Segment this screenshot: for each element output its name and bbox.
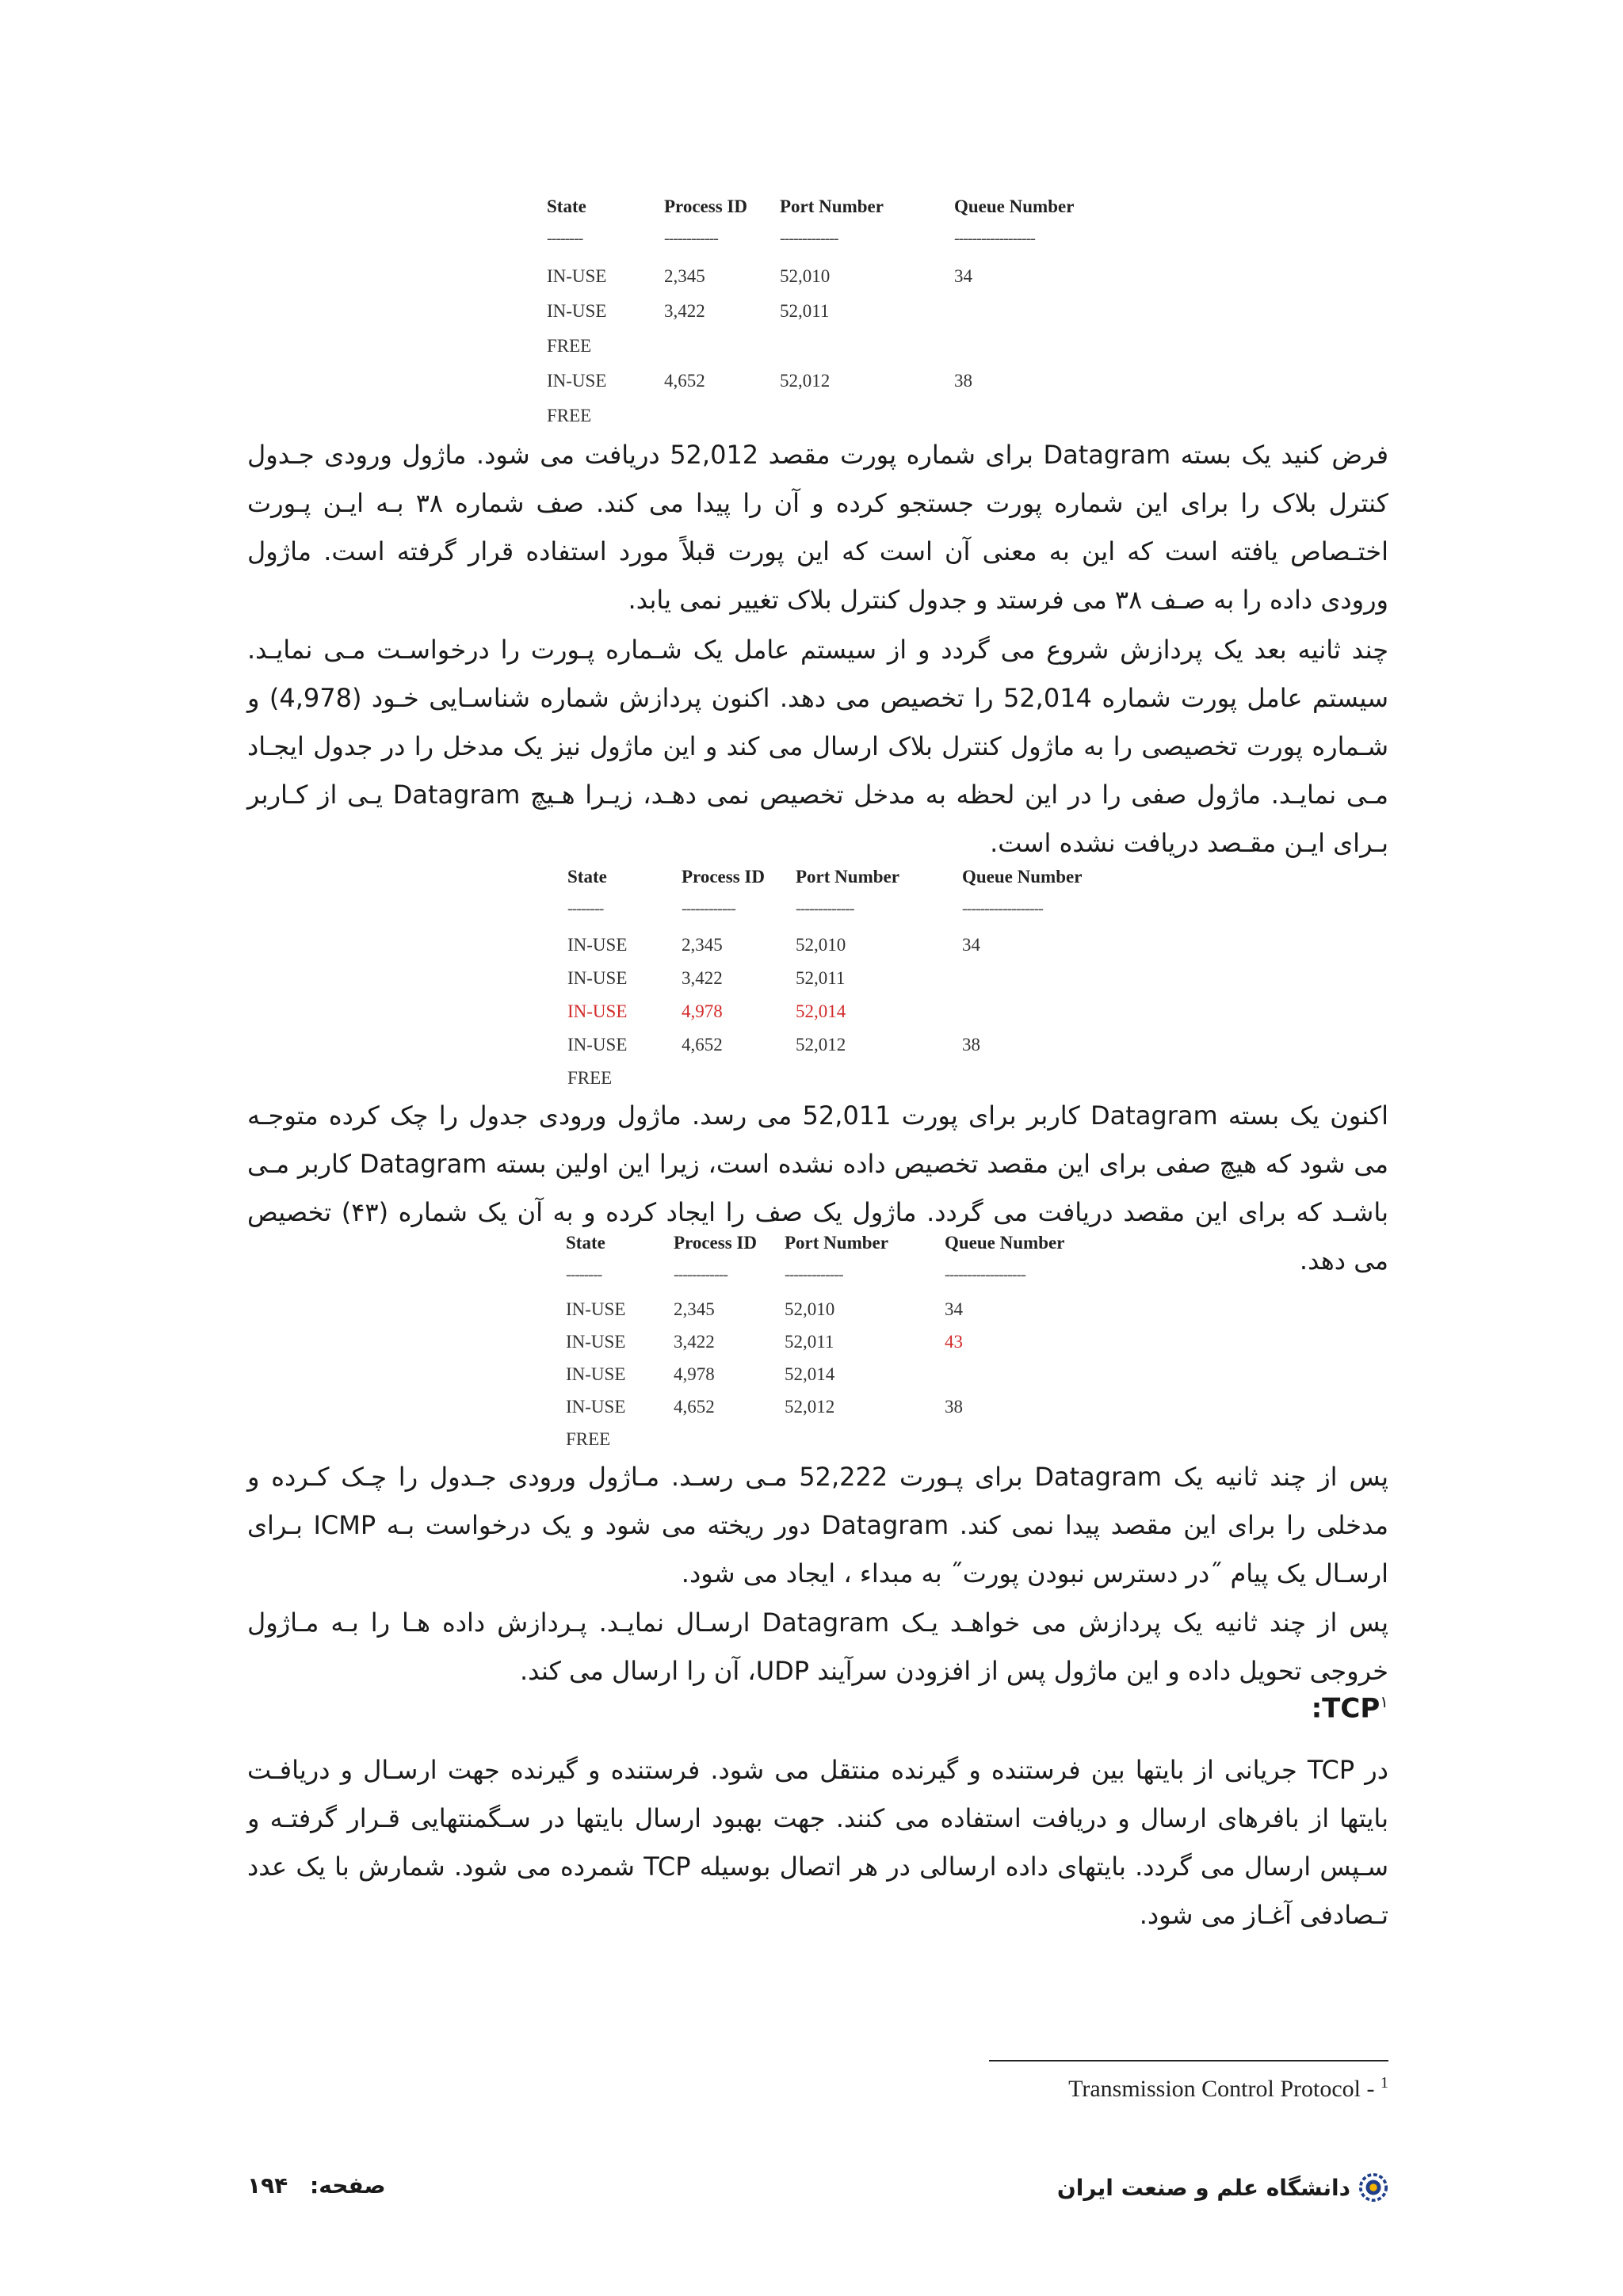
header-state: State xyxy=(547,196,586,216)
paragraph-text: فرض کنید یک بسته Datagram برای شماره پورت مقصد 52,012 دریافت می شود. ماژول ورودی جـدول کنترل بلاک را برای این شماره پورت جستجو کرده و آن را پیدا می کند. صف شماره ۳۸ بـه ایـن پـورت اختـصاص یافته است که این به معنی آن است که این پورت قبلاً مورد استفاده قرار گرفته است. ماژول ورودی داده را به صـف ۳۸ می فرستد و جدول کنترل بلاک تغییر نمی یابد. xyxy=(247,440,1389,615)
port-table-3 xyxy=(566,1233,1121,1463)
footer-university xyxy=(1057,2172,1388,2203)
cell-queue-number-highlighted: 43 xyxy=(945,1332,963,1352)
cell-process-id: 2,345 xyxy=(674,1299,715,1319)
cell-state: IN-USE xyxy=(547,266,607,286)
dash: ------------ xyxy=(682,900,735,917)
cell-state: IN-USE xyxy=(547,371,607,391)
cell-port-number: 52,012 xyxy=(796,1035,846,1055)
cell-queue-number: 38 xyxy=(945,1397,963,1417)
cell-port-number: 52,010 xyxy=(796,935,846,955)
cell-state: FREE xyxy=(547,336,592,356)
paragraph-2 xyxy=(247,626,1388,868)
port-table-2 xyxy=(567,867,1122,1097)
header-port-number: Port Number xyxy=(780,196,884,216)
cell-process-id: 2,345 xyxy=(664,266,705,286)
cell-state: IN-USE xyxy=(566,1364,626,1384)
cell-process-id: 3,422 xyxy=(674,1332,715,1352)
paragraph-5 xyxy=(247,1599,1388,1695)
port-table-1 xyxy=(547,196,1102,426)
header-state: State xyxy=(566,1233,605,1253)
cell-port-number: 52,012 xyxy=(785,1397,835,1417)
dash: ------------ xyxy=(664,230,718,247)
cell-state: IN-USE xyxy=(566,1299,626,1319)
dash: -------- xyxy=(566,1266,602,1283)
dash: -------- xyxy=(567,900,604,917)
cell-process-id: 4,652 xyxy=(674,1397,715,1417)
paragraph-text: پس از چند ثانیه یک Datagram برای پـورت 52,222 مـی رسـد. مـاژول ورودی جـدول را چـک کـرده و مدخلی را برای این مقصد پیدا نمی کند. Datagram دور ریخته می شود و یک درخواست بـه ICMP بـرای ارسـال یک پیام ˝در دسترس نبودن پورت˝ به مبداء ، ایجاد می شود. xyxy=(247,1462,1389,1589)
header-queue-number: Queue Number xyxy=(962,867,1083,887)
cell-queue-number: 38 xyxy=(954,371,972,391)
footnote-divider xyxy=(989,2060,1388,2061)
dash: ------------- xyxy=(780,230,838,247)
dash: ------------- xyxy=(796,900,854,917)
footnote-text: Transmission Control Protocol - xyxy=(1068,2076,1381,2102)
cell-process-id: 4,978 xyxy=(674,1364,715,1384)
dash: ------------ xyxy=(674,1266,727,1283)
dash: ------------------ xyxy=(945,1266,1025,1283)
header-state: State xyxy=(567,867,607,887)
header-port-number: Port Number xyxy=(796,867,899,887)
header-process-id: Process ID xyxy=(674,1233,757,1253)
cell-port-number: 52,011 xyxy=(796,968,846,988)
paragraph-text: چند ثانیه بعد یک پردازش شروع می گردد و از سیستم عامل یک شـماره پـورت را درخواسـت مـی نمایـد. سیستم عامل پورت شماره 52,014 را تخصیص می دهد. اکنون پردازش شماره شناسـایی خـود (4,978) و شـماره پورت تخصیصی را به ماژول کنترل بلاک ارسال می کند و این ماژول نیز یک مدخل را در جدول ایجـاد مـی نمایـد. ماژول صفی را در این لحظه به مدخل تخصیص نمی دهـد، زیـرا هـیچ Datagram یـی از کـاربر بـرای ایـن مقـصد دریافت نشده است. xyxy=(247,635,1389,858)
university-logo-icon xyxy=(1358,2172,1388,2203)
page-label: صفحه: xyxy=(310,2172,386,2199)
cell-state: IN-USE xyxy=(567,1035,628,1055)
cell-process-id: 3,422 xyxy=(664,301,705,321)
cell-queue-number: 38 xyxy=(962,1035,980,1055)
cell-process-id: 4,978 xyxy=(682,1001,723,1021)
heading-title: TCP xyxy=(1322,1692,1381,1725)
paragraph-6 xyxy=(247,1746,1388,1939)
dash: -------- xyxy=(547,230,583,247)
header-queue-number: Queue Number xyxy=(945,1233,1065,1253)
dash: ------------- xyxy=(785,1266,843,1283)
university-name: دانشگاه علم و صنعت ایران xyxy=(1056,2174,1350,2201)
cell-port-number: 52,014 xyxy=(796,1001,846,1021)
cell-state: FREE xyxy=(547,406,592,425)
footer-page xyxy=(247,2172,386,2199)
paragraph-1 xyxy=(247,431,1388,624)
header-process-id: Process ID xyxy=(664,196,747,216)
paragraph-text: در TCP جریانی از بایتها بین فرستنده و گیرنده منتقل می شود. فرستنده و گیرنده جهت ارسـال و دریافـت بایتها از بافرهای ارسال و دریافت استفاده می کنند. جهت بهبود ارسال بایتها در سـگمنتهایی قـرار گرفتـه و سـپس ارسال می گردد. بایتهای داده ارسالی در هر اتصال بوسیله TCP شمرده می شود. شمارش با یک عدد تـصادفی آغـاز می شود. xyxy=(247,1755,1389,1930)
cell-state: IN-USE xyxy=(567,1001,628,1021)
footnote-ref: ۱ xyxy=(1380,1692,1388,1711)
cell-process-id: 3,422 xyxy=(682,968,723,988)
header-port-number: Port Number xyxy=(785,1233,888,1253)
cell-state: IN-USE xyxy=(567,968,628,988)
cell-state: FREE xyxy=(567,1068,613,1088)
cell-state: IN-USE xyxy=(566,1397,626,1417)
dash: ------------------ xyxy=(962,900,1043,917)
cell-queue-number: 34 xyxy=(962,935,980,955)
dash: ------------------ xyxy=(954,230,1035,247)
cell-port-number: 52,012 xyxy=(780,371,831,391)
header-process-id: Process ID xyxy=(682,867,765,887)
heading-colon: : xyxy=(1311,1692,1323,1725)
cell-port-number: 52,011 xyxy=(785,1332,834,1352)
cell-port-number: 52,010 xyxy=(780,266,831,286)
cell-process-id: 2,345 xyxy=(682,935,723,955)
cell-port-number: 52,010 xyxy=(785,1299,835,1319)
cell-port-number: 52,011 xyxy=(780,301,830,321)
paragraph-4 xyxy=(247,1453,1388,1598)
cell-state: FREE xyxy=(566,1429,611,1449)
paragraph-text: پس از چند ثانیه یک پردازش می خواهـد یـک Datagram ارسـال نمایـد. پـردازش داده هـا را بـه مـاژول خروجی تحویل داده و این ماژول پس از افزودن سرآیند UDP، آن را ارسال می کند. xyxy=(247,1608,1389,1686)
cell-state: IN-USE xyxy=(567,935,628,955)
header-queue-number: Queue Number xyxy=(954,196,1075,216)
cell-state: IN-USE xyxy=(566,1332,626,1352)
page-number: ۱۹۴ xyxy=(247,2172,288,2199)
cell-state: IN-USE xyxy=(547,301,607,321)
cell-queue-number: 34 xyxy=(954,266,972,286)
cell-process-id: 4,652 xyxy=(664,371,705,391)
paragraph-text: اکنون یک بسته Datagram کاربر برای پورت 52,011 می رسد. ماژول ورودی جدول را چک کرده متوجـه می شود که هیچ صفی برای این مقصد تخصیص داده نشده است، زیرا این اولین بسته Datagram کاربر مـی باشـد که برای این مقصد دریافت می گردد. ماژول یک صف را ایجاد کرده و به آن یک شماره (۴۳) تخصیص می دهد. xyxy=(247,1100,1389,1276)
cell-queue-number: 34 xyxy=(945,1299,963,1319)
footnote-number: 1 xyxy=(1381,2074,1388,2092)
section-heading xyxy=(1312,1692,1388,1724)
cell-port-number: 52,014 xyxy=(785,1364,835,1384)
footnote xyxy=(1068,2074,1388,2103)
cell-process-id: 4,652 xyxy=(682,1035,723,1055)
